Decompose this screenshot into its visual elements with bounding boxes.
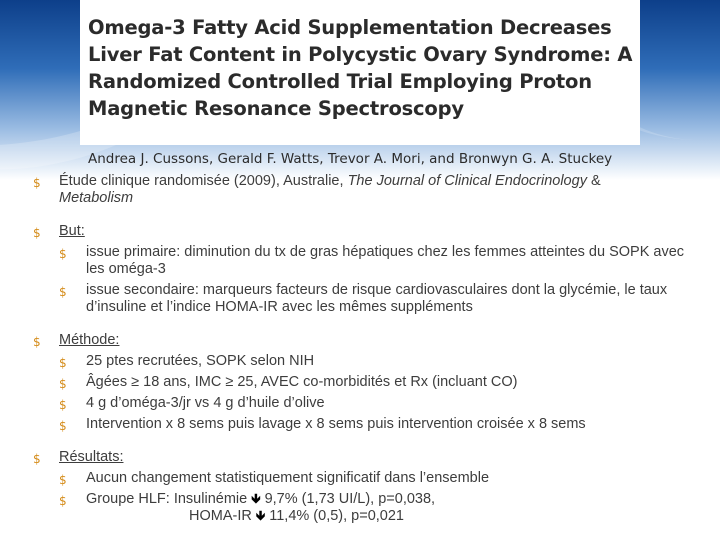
homa-label: HOMA-IR	[189, 508, 256, 524]
list-item	[59, 353, 703, 370]
s-bullet-icon: $	[59, 247, 67, 261]
insulinemie-value: 9,7% (1,73 UI/L), p=0,038,	[260, 491, 436, 507]
methode-item-text: Intervention x 8 sems puis lavage x 8 sems puis intervention croisée x 8 sems	[86, 416, 586, 432]
s-bullet-icon: $	[59, 473, 67, 487]
resultats-label: Résultats:	[59, 449, 124, 465]
s-bullet-icon: $	[59, 377, 67, 391]
methode-item-text: 25 ptes recrutées, SOPK selon NIH	[86, 353, 315, 369]
s-bullet-icon: $	[33, 176, 41, 190]
s-bullet-icon: $	[59, 398, 67, 412]
list-item	[59, 374, 703, 391]
methode-item-text: 4 g d’oméga-3/jr vs 4 g d’huile d’olive	[86, 395, 325, 411]
bullet-study-info	[33, 173, 703, 207]
s-bullet-icon: $	[59, 356, 67, 370]
methode-label: Méthode:	[59, 332, 120, 348]
list-item	[59, 282, 703, 316]
bullet-but	[33, 223, 703, 240]
insulinemie-label: Groupe HLF: Insulinémie	[86, 491, 252, 507]
s-bullet-icon: $	[33, 335, 41, 349]
journal-name-line2: Metabolism	[59, 190, 134, 206]
resultats-item-text: Aucun changement statistiquement significatif dans l’ensemble	[86, 470, 490, 486]
list-item	[59, 395, 703, 412]
list-item	[59, 416, 703, 433]
s-bullet-icon: $	[59, 285, 67, 299]
but-label: But:	[59, 223, 85, 239]
but-item-text: issue secondaire: marqueurs facteurs de risque cardiovasculaires dont la glycémie, le taux d’insuline et l’indice HOMA-IR avec les mêmes suppléments	[86, 282, 668, 315]
article-authors: Andrea J. Cussons, Gerald F. Watts, Trevor A. Mori, and Bronwyn G. A. Stuckey	[88, 151, 613, 167]
article-title: Omega-3 Fatty Acid Supplementation Decreases Liver Fat Content in Polycystic Ovary Syndrome: A Randomized Controlled Trial Employing Proton Magnetic Resonance Spectroscopy	[88, 16, 633, 120]
s-bullet-icon: $	[59, 494, 67, 508]
list-item	[59, 244, 703, 278]
down-arrow-icon: 🡻	[251, 492, 261, 507]
list-item	[59, 470, 703, 487]
journal-name: The Journal of Clinical Endocrinology	[347, 173, 587, 189]
s-bullet-icon: $	[33, 226, 41, 240]
list-item	[59, 491, 703, 525]
homa-line	[86, 508, 703, 525]
study-ampersand: &	[586, 173, 601, 189]
down-arrow-icon: 🡻	[255, 509, 266, 524]
bullet-methode	[33, 332, 703, 349]
homa-value: 11,4% (0,5), p=0,021	[265, 508, 404, 524]
slide-content	[33, 173, 703, 525]
s-bullet-icon: $	[59, 419, 67, 433]
s-bullet-icon: $	[33, 452, 41, 466]
study-text: Étude clinique randomisée (2009), Australie,	[59, 173, 348, 189]
but-item-text: issue primaire: diminution du tx de gras hépatiques chez les femmes atteintes du SOPK avec les oméga-3	[86, 244, 685, 277]
methode-item-text: Âgées ≥ 18 ans, IMC ≥ 25, AVEC co-morbidités et Rx (incluant CO)	[86, 374, 518, 390]
bullet-resultats	[33, 449, 703, 466]
